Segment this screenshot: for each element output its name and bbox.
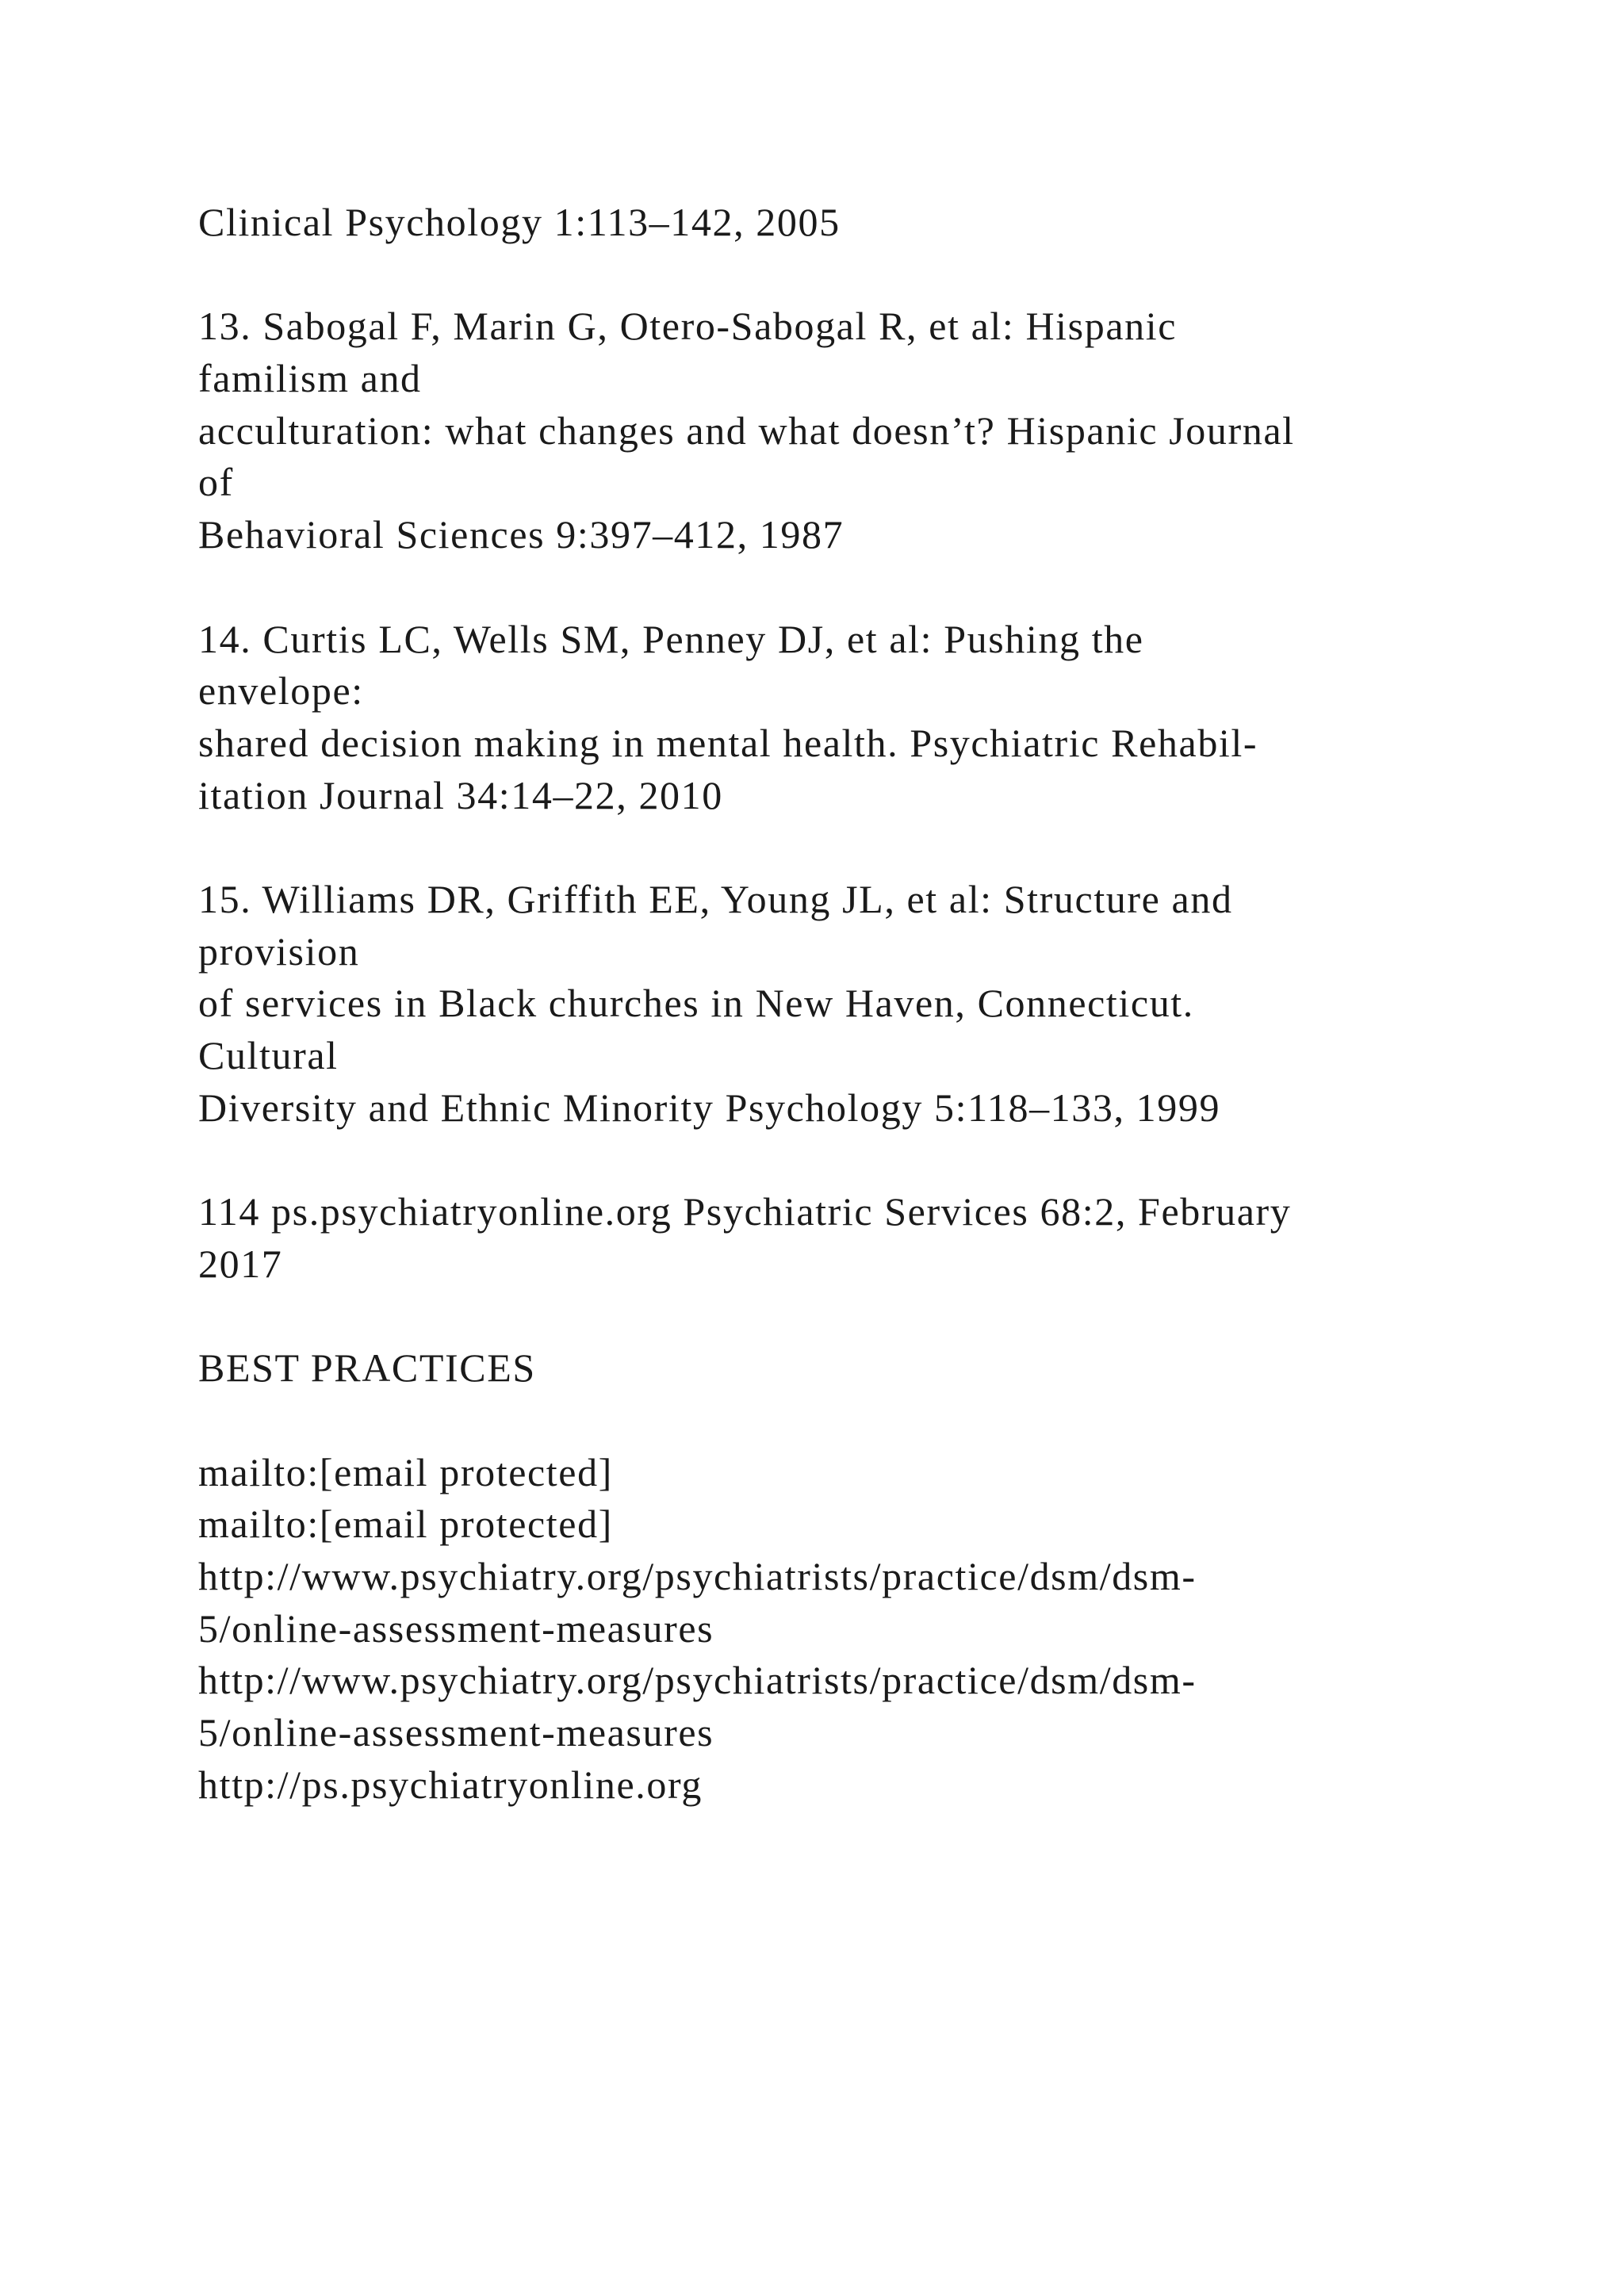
reference-line: 13. Sabogal F, Marin G, Otero-Sabogal R, et al: Hispanic	[198, 304, 1178, 349]
reference-14	[198, 614, 1546, 822]
reference-line: of services in Black churches in New Haven, Connecticut.	[198, 981, 1194, 1026]
document-body	[198, 197, 1546, 1811]
spacer	[198, 1290, 1546, 1342]
reference-line: Behavioral Sciences 9:397–412, 1987	[198, 512, 845, 557]
url-link-continuation[interactable]: 5/online-assessment-measures	[198, 1605, 714, 1651]
spacer	[198, 1395, 1546, 1447]
reference-line: 14. Curtis LC, Wells SM, Penney DJ, et al: Pushing the	[198, 616, 1144, 661]
url-link[interactable]: http://www.psychiatry.org/psychiatrists/practice/dsm/dsm-	[198, 1658, 1197, 1703]
page-footer	[198, 1186, 1546, 1290]
spacer	[198, 1134, 1546, 1186]
reference-15	[198, 874, 1546, 1134]
reference-line: acculturation: what changes and what doesn’t? Hispanic Journal	[198, 408, 1295, 453]
reference-line: 15. Williams DR, Griffith EE, Young JL, et al: Structure and	[198, 876, 1233, 921]
spacer	[198, 561, 1546, 614]
url-link[interactable]: http://www.psychiatry.org/psychiatrists/practice/dsm/dsm-	[198, 1553, 1197, 1598]
spacer	[198, 249, 1546, 301]
reference-line: Diversity and Ethnic Minority Psychology 5:118–133, 1999	[198, 1085, 1221, 1130]
url-link-continuation[interactable]: 5/online-assessment-measures	[198, 1709, 714, 1755]
reference-line: Cultural	[198, 1033, 339, 1077]
spacer	[198, 821, 1546, 874]
reference-line: provision	[198, 928, 360, 974]
reference-line: of	[198, 460, 234, 505]
url-link[interactable]: http://ps.psychiatryonline.org	[198, 1762, 703, 1807]
link-list	[198, 1447, 1546, 1812]
footer-line: 2017	[198, 1241, 283, 1286]
email-link[interactable]: mailto:[email protected]	[198, 1449, 613, 1494]
email-link[interactable]: mailto:[email protected]	[198, 1502, 613, 1547]
section-label: BEST PRACTICES	[198, 1345, 536, 1391]
reference-line: familism and	[198, 356, 422, 401]
reference-line: shared decision making in mental health. Psychiatric Rehabil-	[198, 720, 1258, 765]
footer-line: 114 ps.psychiatryonline.org Psychiatric Services 68:2, February	[198, 1189, 1292, 1234]
reference-continuation: Clinical Psychology 1:113–142, 2005	[198, 200, 841, 244]
reference-line: envelope:	[198, 668, 364, 714]
reference-13	[198, 300, 1546, 561]
reference-line: itation Journal 34:14–22, 2010	[198, 772, 723, 817]
